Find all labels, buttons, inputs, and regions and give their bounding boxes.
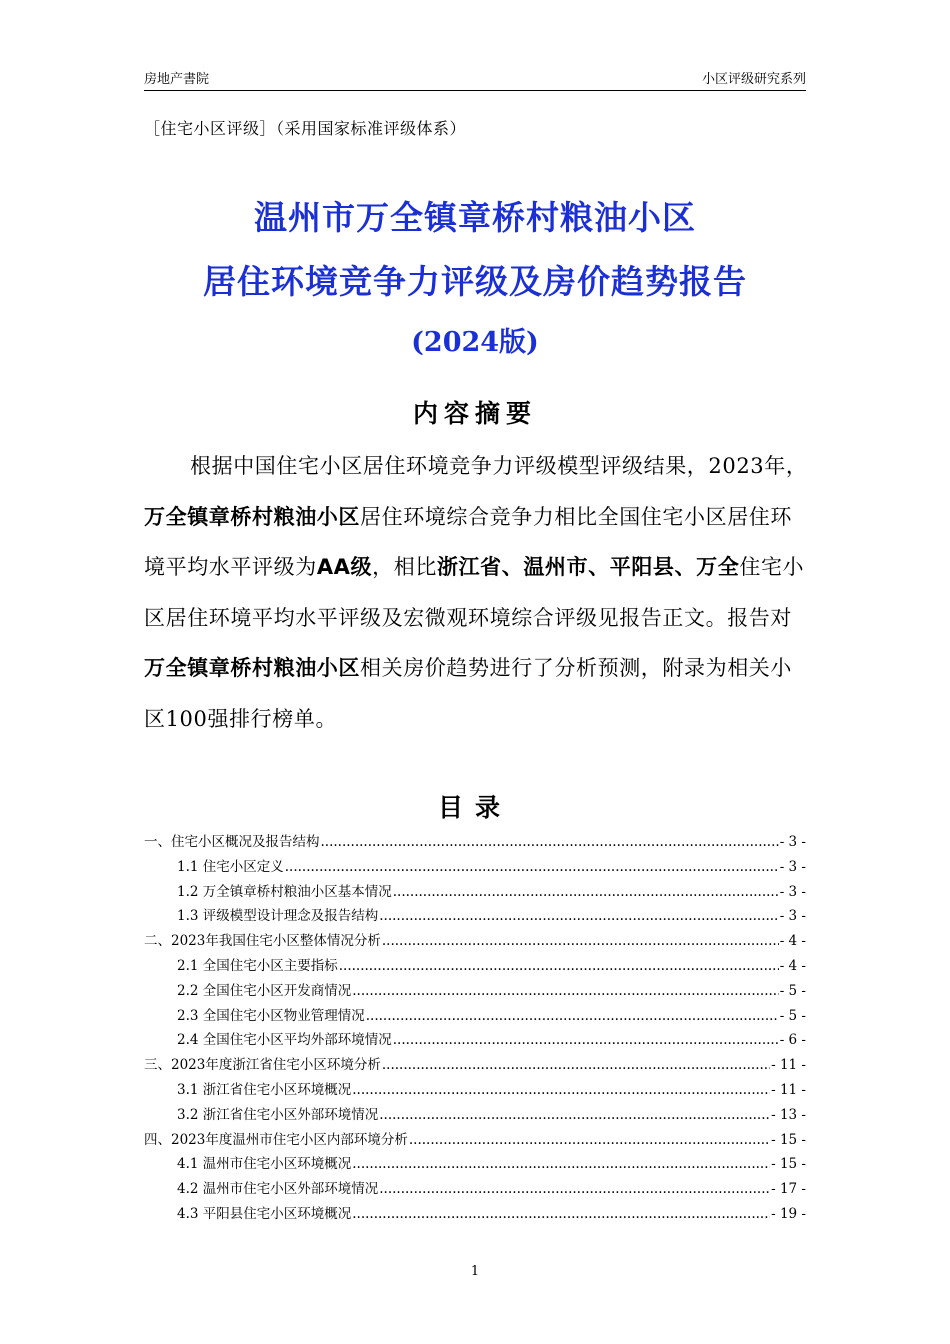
abstract-text: ，相比	[372, 555, 437, 579]
toc-heading: 目录	[437, 793, 512, 822]
toc-entry[interactable]	[144, 1152, 806, 1177]
toc-leader-dots	[352, 1156, 770, 1172]
toc-entry-label: 3.1 浙江省住宅小区环境概况	[177, 1081, 352, 1098]
toc-entry-label: 2.3 全国住宅小区物业管理情况	[177, 1007, 365, 1024]
toc-entry-label: 四、2023年度温州市住宅小区内部环境分析	[144, 1131, 408, 1148]
toc-entry[interactable]	[144, 880, 806, 905]
report-category: ［住宅小区评级］（采用国家标准评级体系）	[144, 119, 467, 138]
abstract-body	[144, 441, 812, 744]
toc-entry-page: - 4 -	[779, 933, 806, 950]
toc-entry-label: 三、2023年度浙江省住宅小区环境分析	[144, 1057, 381, 1074]
toc-entry-page: - 17 -	[771, 1181, 806, 1198]
toc-entry-page: - 5 -	[779, 982, 806, 999]
abstract-highlight: 万全镇章桥村粮油小区	[144, 656, 360, 680]
toc-entry-page: - 3 -	[779, 858, 806, 875]
toc-entry[interactable]	[144, 904, 806, 929]
toc-entry[interactable]	[144, 929, 806, 954]
toc-entry-page: - 11 -	[771, 1081, 806, 1098]
abstract-text: 根据中国住宅小区居住环境竞争力评级模型评级结果，2023年，	[190, 454, 808, 478]
toc-entry-page: - 15 -	[771, 1156, 806, 1173]
abstract-highlight: 浙江省、温州市、平阳县、万全	[436, 555, 740, 579]
toc-entry-label: 4.2 温州市住宅小区外部环境情况	[177, 1181, 379, 1198]
toc-entry[interactable]	[144, 1004, 806, 1029]
toc-entry-page: - 3 -	[779, 834, 806, 850]
page-number: 1	[470, 1264, 480, 1279]
toc-entry-label: 4.3 平阳县住宅小区环境概况	[177, 1205, 352, 1222]
toc-entry-page: - 11 -	[771, 1057, 806, 1074]
toc-entry-page: - 5 -	[779, 1007, 806, 1024]
toc-leader-dots	[352, 983, 778, 999]
toc-entry[interactable]	[144, 1028, 806, 1053]
toc-entry[interactable]	[144, 830, 806, 855]
toc-leader-dots	[382, 1057, 770, 1073]
toc-leader-dots	[379, 1107, 770, 1123]
toc-entry[interactable]	[144, 1202, 806, 1227]
toc-leader-dots	[321, 834, 779, 850]
toc-entry-label: 2.2 全国住宅小区开发商情况	[177, 982, 352, 999]
toc-entry-page: - 15 -	[771, 1131, 806, 1148]
header-publisher: 房地产書院	[144, 72, 210, 87]
abstract-text: 居住环境综合竞争力相比全国住宅小区居住环境平均水平评级为	[144, 504, 792, 579]
page-header	[144, 68, 806, 91]
toc-entry-page: - 3 -	[779, 883, 806, 900]
abstract-text: 相关房价趋势进行了分析预测，附录为相关小区100强排行榜单。	[144, 656, 792, 731]
toc-entry[interactable]	[144, 954, 806, 979]
toc-entry-label: 一、住宅小区概况及报告结构	[144, 834, 320, 850]
toc-entry[interactable]	[144, 1103, 806, 1128]
toc-entry-page: - 6 -	[779, 1032, 806, 1049]
toc-entry-label: 2.1 全国住宅小区主要指标	[177, 957, 338, 974]
abstract-text: 住宅小区居住环境平均水平评级及宏微观环境综合评级见报告正文。报告对	[144, 555, 805, 630]
toc-leader-dots	[352, 1206, 770, 1222]
report-title-line1: 温州市万全镇章桥村粮油小区	[254, 198, 696, 237]
toc-entry-label: 1.3 评级模型设计理念及报告结构	[177, 908, 379, 925]
report-edition: (2024版)	[411, 327, 539, 358]
abstract-highlight: AA级	[316, 555, 373, 579]
toc-leader-dots	[352, 1082, 770, 1098]
abstract-heading: 内容摘要	[412, 399, 537, 428]
toc-leader-dots	[393, 884, 779, 900]
toc-leader-dots	[409, 1132, 770, 1148]
toc-entry-label: 二、2023年我国住宅小区整体情况分析	[144, 933, 381, 950]
toc-leader-dots	[285, 859, 779, 875]
toc-entry-label: 4.1 温州市住宅小区环境概况	[177, 1156, 352, 1173]
toc-leader-dots	[393, 1032, 779, 1048]
toc-leader-dots	[382, 933, 779, 949]
toc-entry[interactable]	[144, 979, 806, 1004]
toc-entry[interactable]	[144, 1053, 806, 1078]
toc-entry-page: - 19 -	[771, 1205, 806, 1222]
toc-entry-page: - 3 -	[779, 908, 806, 925]
report-title-line2: 居住环境竞争力评级及房价趋势报告	[203, 262, 747, 301]
toc-entry-label: 2.4 全国住宅小区平均外部环境情况	[177, 1032, 392, 1049]
toc-entry-label: 3.2 浙江省住宅小区外部环境情况	[177, 1106, 379, 1123]
abstract-highlight: 万全镇章桥村粮油小区	[144, 504, 360, 529]
toc-leader-dots	[379, 1181, 770, 1197]
toc-leader-dots	[379, 908, 778, 924]
toc-entry[interactable]	[144, 1128, 806, 1153]
toc-leader-dots	[339, 958, 779, 974]
toc-entry-label: 1.1 住宅小区定义	[177, 858, 284, 875]
header-series: 小区评级研究系列	[701, 72, 806, 87]
toc-entry-page: - 13 -	[771, 1106, 806, 1123]
toc-entry[interactable]	[144, 1177, 806, 1202]
toc-entry[interactable]	[144, 855, 806, 880]
toc-entry-page: - 4 -	[779, 957, 806, 974]
toc-entry-label: 1.2 万全镇章桥村粮油小区基本情况	[177, 883, 392, 900]
toc-entry[interactable]	[144, 1078, 806, 1103]
table-of-contents	[144, 830, 806, 1227]
toc-leader-dots	[366, 1008, 779, 1024]
